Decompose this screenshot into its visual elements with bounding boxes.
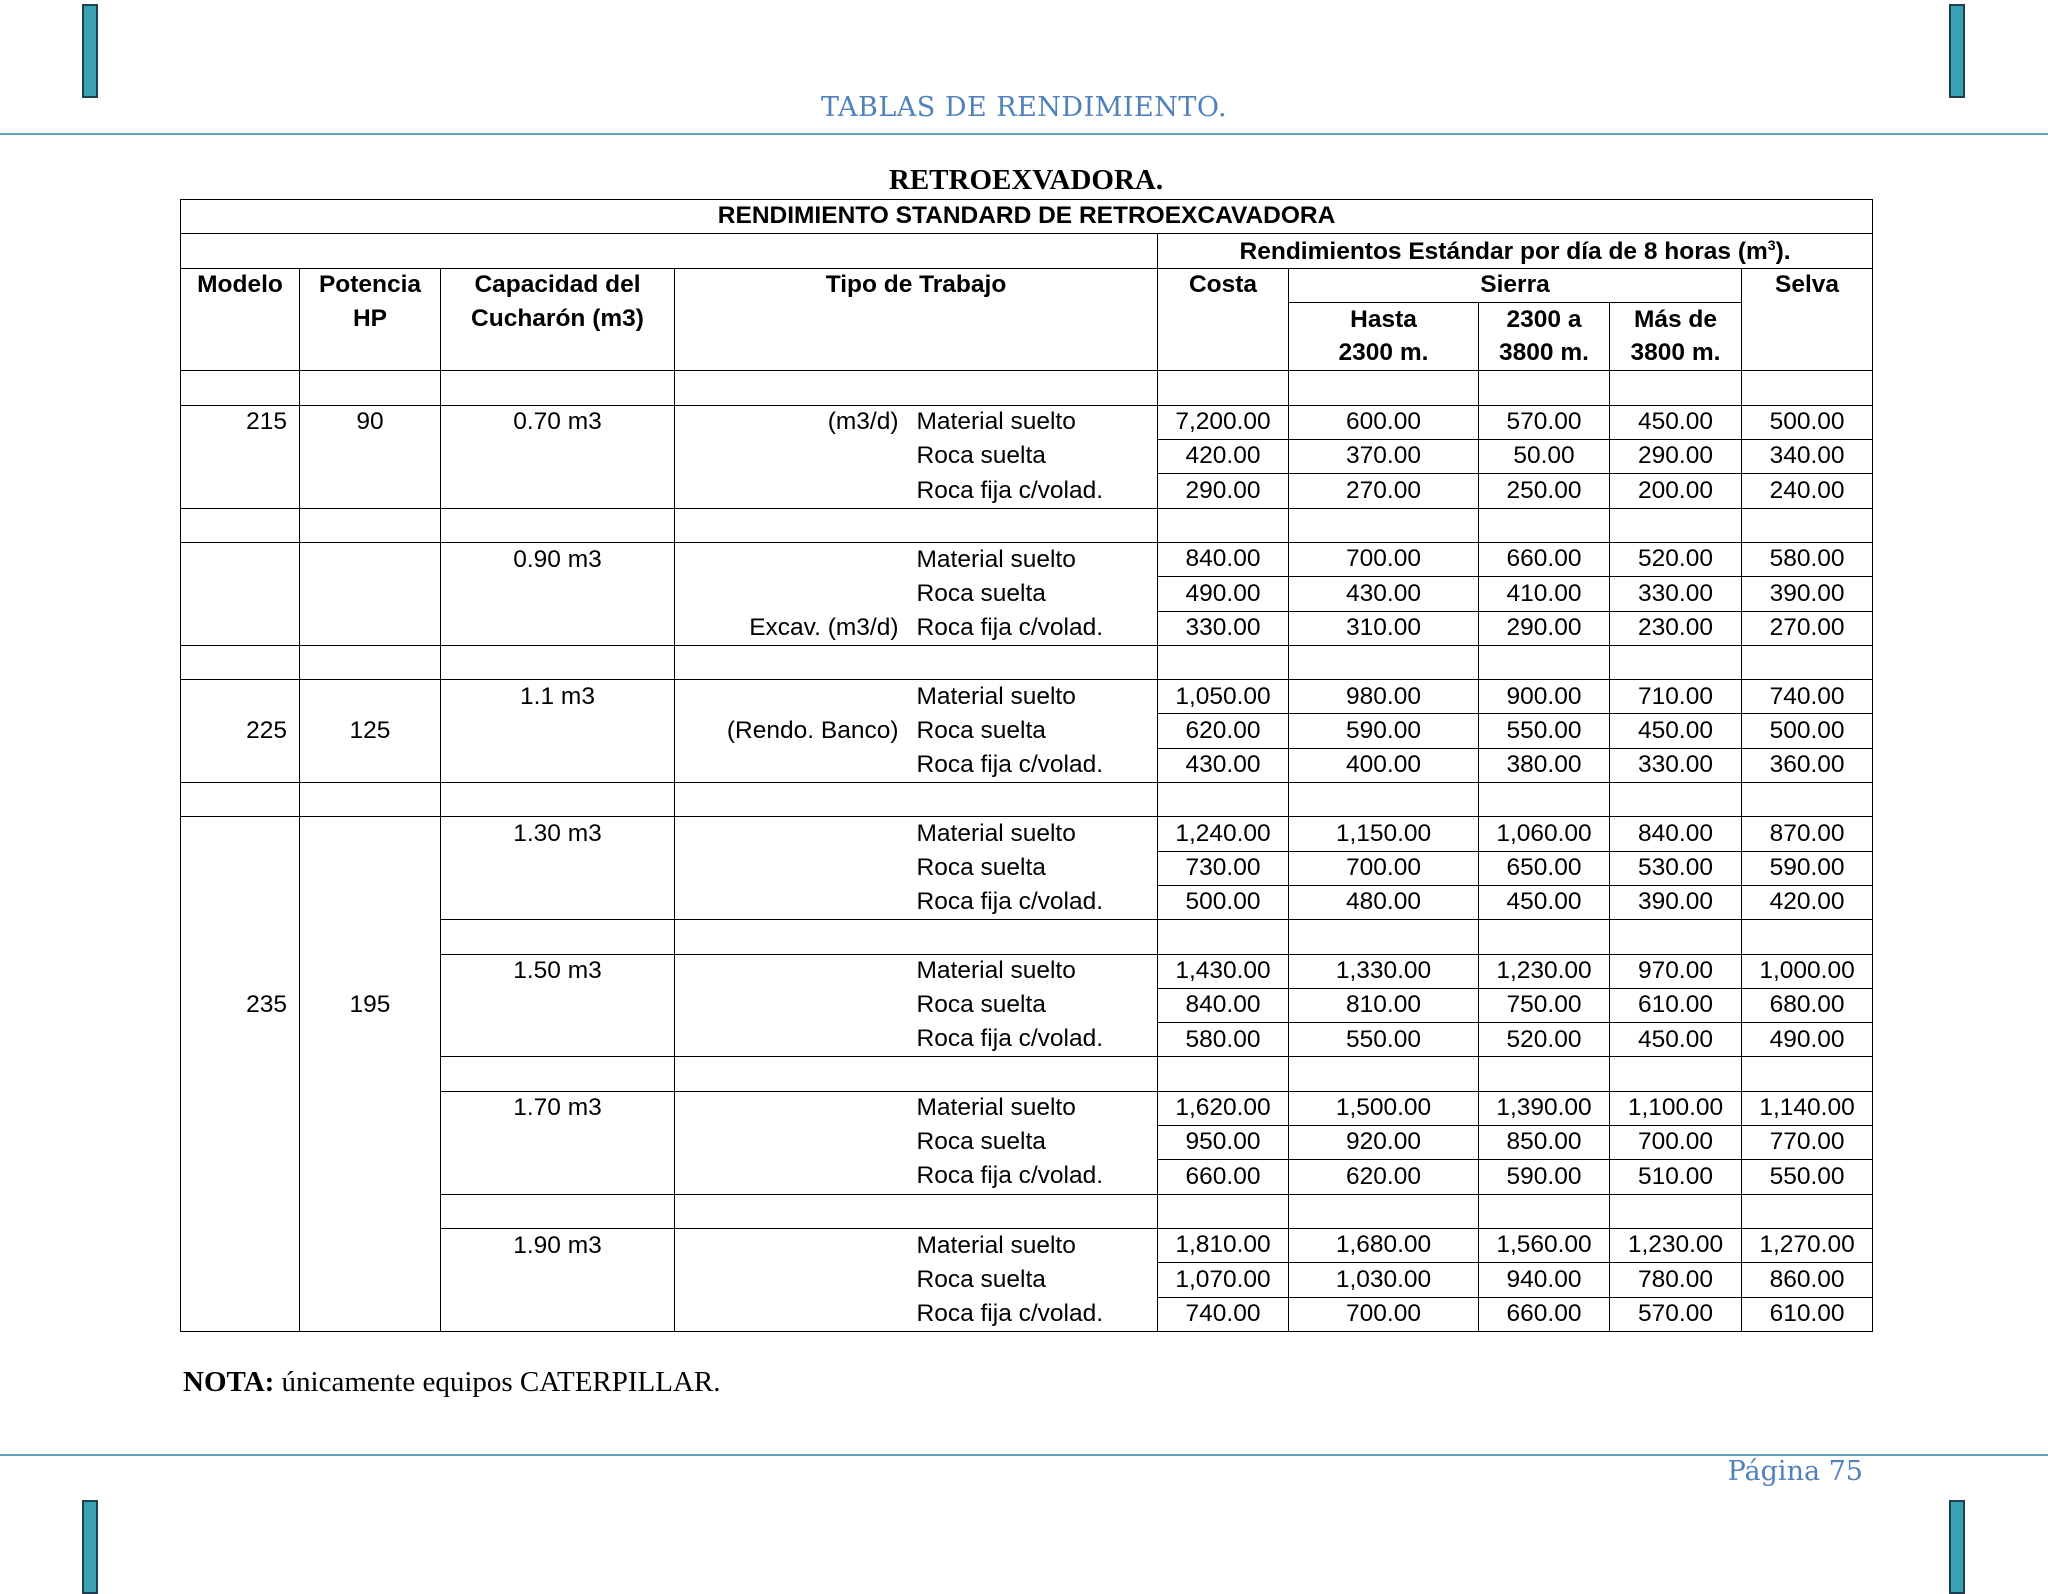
cell-value: 490.00 [1742,1023,1873,1057]
cell-unit: (Rendo. Banco) [675,714,917,748]
cell-value: 1,270.00 [1742,1228,1873,1262]
table-row [181,1297,1873,1331]
cell-material: Material suelto [917,1091,1158,1125]
cell-value: 510.00 [1610,1160,1742,1194]
header-2300-1: 2300 a [1479,302,1610,336]
cell-material: Roca suelta [917,1263,1158,1297]
cell-value: 600.00 [1289,405,1479,439]
cell-potencia [300,577,441,611]
cell-capacidad: 1.30 m3 [441,817,675,851]
cell-value: 610.00 [1610,988,1742,1022]
cell-capacidad: 0.70 m3 [441,405,675,439]
cell-modelo [181,440,300,474]
cell-capacidad: 1.70 m3 [441,1091,675,1125]
cell-modelo: 235 [181,988,300,1022]
cell-material: Roca suelta [917,1126,1158,1160]
cell-unit [675,1263,917,1297]
separator-row [181,645,1873,679]
cell-value: 530.00 [1610,851,1742,885]
cell-unit [675,851,917,885]
cell-value: 660.00 [1479,1297,1610,1331]
cell-potencia [300,1091,441,1125]
page-header-title: TABLAS DE RENDIMIENTO. [820,92,1228,123]
cell-material: Roca fija c/volad. [917,1023,1158,1057]
cell-value: 970.00 [1610,954,1742,988]
cell-capacidad: 1.1 m3 [441,680,675,714]
cell-value: 370.00 [1289,440,1479,474]
cell-value: 430.00 [1158,748,1289,782]
cell-value: 450.00 [1610,405,1742,439]
cell-value: 330.00 [1610,748,1742,782]
cell-value: 980.00 [1289,680,1479,714]
cell-unit [675,440,917,474]
cell-capacidad: 1.90 m3 [441,1228,675,1262]
cell-value: 550.00 [1289,1023,1479,1057]
cell-value: 590.00 [1479,1160,1610,1194]
cell-modelo: 225 [181,714,300,748]
cell-unit [675,885,917,919]
cell-value: 1,680.00 [1289,1228,1479,1262]
cell-potencia [300,1263,441,1297]
cell-value: 900.00 [1479,680,1610,714]
cell-value: 330.00 [1610,577,1742,611]
cell-value: 250.00 [1479,474,1610,508]
cell-value: 520.00 [1610,542,1742,576]
cell-value: 380.00 [1479,748,1610,782]
cell-unit [675,1297,917,1331]
cell-value: 1,230.00 [1610,1228,1742,1262]
cell-value: 590.00 [1742,851,1873,885]
cell-value: 1,070.00 [1158,1263,1289,1297]
cell-value: 920.00 [1289,1126,1479,1160]
cell-capacidad [441,611,675,645]
separator-row [181,783,1873,817]
cell-potencia [300,1228,441,1262]
header-hasta-1: Hasta [1289,302,1479,336]
cell-value: 810.00 [1289,988,1479,1022]
cell-value: 1,230.00 [1479,954,1610,988]
cell-capacidad: 1.50 m3 [441,954,675,988]
cell-capacidad [441,1263,675,1297]
cell-capacidad: 0.90 m3 [441,542,675,576]
cell-value: 1,620.00 [1158,1091,1289,1125]
cell-value: 1,140.00 [1742,1091,1873,1125]
cell-value: 1,100.00 [1610,1091,1742,1125]
cell-value: 730.00 [1158,851,1289,885]
cell-modelo [181,542,300,576]
cell-value: 550.00 [1479,714,1610,748]
header-mas-2: 3800 m. [1610,337,1742,371]
cell-value: 1,430.00 [1158,954,1289,988]
cell-value: 840.00 [1610,817,1742,851]
cell-unit [675,577,917,611]
cell-unit [675,680,917,714]
cell-value: 1,560.00 [1479,1228,1610,1262]
cell-value: 1,050.00 [1158,680,1289,714]
cell-value: 850.00 [1479,1126,1610,1160]
table-row [181,714,1873,748]
cell-value: 430.00 [1289,577,1479,611]
cell-value: 840.00 [1158,988,1289,1022]
cell-value: 740.00 [1158,1297,1289,1331]
cell-value: 420.00 [1158,440,1289,474]
cell-modelo: 215 [181,405,300,439]
cell-value: 840.00 [1158,542,1289,576]
cell-material: Material suelto [917,1228,1158,1262]
cell-potencia [300,1297,441,1331]
cell-material: Roca suelta [917,440,1158,474]
header-potencia-2: HP [300,302,441,336]
cell-value: 580.00 [1742,542,1873,576]
cell-material: Material suelto [917,817,1158,851]
cell-value: 950.00 [1158,1126,1289,1160]
cell-value: 700.00 [1610,1126,1742,1160]
cell-modelo [181,1228,300,1262]
separator-row [181,508,1873,542]
cell-potencia [300,954,441,988]
corner-marker-bottom-left [82,1500,98,1594]
table-row [181,542,1873,576]
cell-material: Roca fija c/volad. [917,1297,1158,1331]
header-2300-2: 3800 m. [1479,337,1610,371]
note [183,1366,721,1399]
cell-potencia [300,440,441,474]
cell-unit [675,817,917,851]
cell-value: 7,200.00 [1158,405,1289,439]
cell-value: 660.00 [1479,542,1610,576]
cell-value: 450.00 [1479,885,1610,919]
cell-modelo [181,885,300,919]
cell-modelo [181,1263,300,1297]
cell-unit [675,1126,917,1160]
group-header: Rendimientos Estándar por día de 8 horas $(m^3)$. [1158,234,1873,268]
cell-value: 360.00 [1742,748,1873,782]
cell-potencia [300,851,441,885]
cell-value: 750.00 [1479,988,1610,1022]
note-text: únicamente equipos CATERPILLAR. [274,1366,721,1398]
cell-value: 200.00 [1610,474,1742,508]
cell-value: 570.00 [1610,1297,1742,1331]
cell-value: 780.00 [1610,1263,1742,1297]
table-row [181,817,1873,851]
cell-value: 1,390.00 [1479,1091,1610,1125]
cell-potencia: 195 [300,988,441,1022]
cell-value: 650.00 [1479,851,1610,885]
cell-potencia [300,1160,441,1194]
cell-modelo [181,748,300,782]
cell-material: Roca suelta [917,988,1158,1022]
table-group-header-row [181,234,1873,268]
cell-value: 290.00 [1158,474,1289,508]
cell-value: 390.00 [1610,885,1742,919]
header-selva: Selva [1742,268,1873,302]
cell-potencia [300,1023,441,1057]
cell-value: 1,060.00 [1479,817,1610,851]
header-hasta-2: 2300 m. [1289,337,1479,371]
cell-unit [675,954,917,988]
cell-material: Material suelto [917,680,1158,714]
cell-value: 580.00 [1158,1023,1289,1057]
cell-material: Material suelto [917,954,1158,988]
header-potencia-1: Potencia [300,268,441,302]
cell-capacidad [441,440,675,474]
corner-marker-top-left [82,4,98,98]
cell-capacidad [441,577,675,611]
header-sierra: Sierra [1289,268,1742,302]
cell-value: 870.00 [1742,817,1873,851]
cell-value: 1,000.00 [1742,954,1873,988]
cell-potencia [300,885,441,919]
cell-potencia [300,474,441,508]
cell-value: 620.00 [1289,1160,1479,1194]
cell-material: Roca fija c/volad. [917,885,1158,919]
cell-value: 700.00 [1289,851,1479,885]
table-row [181,680,1873,714]
cell-unit [675,474,917,508]
cell-unit: Excav. (m3/d) [675,611,917,645]
cell-value: 340.00 [1742,440,1873,474]
cell-material: Roca suelta [917,851,1158,885]
cell-modelo [181,954,300,988]
cell-value: 490.00 [1158,577,1289,611]
cell-material: Roca fija c/volad. [917,611,1158,645]
cell-potencia [300,1126,441,1160]
cell-value: 520.00 [1479,1023,1610,1057]
header-tipo: Tipo de Trabajo [675,268,1158,302]
cell-material: Roca suelta [917,714,1158,748]
header-mas-1: Más de [1610,302,1742,336]
cell-unit [675,988,917,1022]
cell-value: 550.00 [1742,1160,1873,1194]
table-header-row-1 [181,268,1873,302]
cell-value: 940.00 [1479,1263,1610,1297]
corner-marker-bottom-right [1949,1500,1965,1594]
cell-value: 270.00 [1289,474,1479,508]
cell-modelo [181,474,300,508]
cell-unit: (m3/d) [675,405,917,439]
header-capacidad-2: Cucharón (m3) [441,302,675,336]
separator-row [181,1194,1873,1228]
header-rule [0,133,2048,135]
cell-value: 290.00 [1479,611,1610,645]
table-row [181,611,1873,645]
table-row [181,954,1873,988]
cell-capacidad [441,1126,675,1160]
cell-value: 710.00 [1610,680,1742,714]
header-capacidad-1: Capacidad del [441,268,675,302]
cell-value: 450.00 [1610,1023,1742,1057]
cell-capacidad [441,1297,675,1331]
cell-modelo [181,851,300,885]
cell-material: Roca fija c/volad. [917,474,1158,508]
cell-value: 700.00 [1289,542,1479,576]
header-costa: Costa [1158,268,1289,302]
cell-modelo [181,577,300,611]
cell-material: Material suelto [917,542,1158,576]
table-row [181,885,1873,919]
cell-value: 330.00 [1158,611,1289,645]
table-body [181,371,1873,1331]
table-header-row-3 [181,337,1873,371]
cell-value: 500.00 [1158,885,1289,919]
cell-material: Roca fija c/volad. [917,1160,1158,1194]
table-row [181,1126,1873,1160]
cell-value: 390.00 [1742,577,1873,611]
cell-modelo [181,1023,300,1057]
cell-value: 420.00 [1742,885,1873,919]
cell-value: 500.00 [1742,405,1873,439]
cell-capacidad [441,988,675,1022]
table-row [181,1228,1873,1262]
cell-potencia: 90 [300,405,441,439]
table-row [181,405,1873,439]
cell-potencia [300,611,441,645]
cell-modelo [181,1126,300,1160]
cell-unit [675,1160,917,1194]
table-row [181,988,1873,1022]
table-row [181,748,1873,782]
table-row [181,1091,1873,1125]
note-label: NOTA: [183,1366,275,1398]
table-row [181,851,1873,885]
table-caption: RENDIMIENTO STANDARD DE RETROEXCAVADORA [181,200,1873,234]
cell-value: 1,330.00 [1289,954,1479,988]
header-modelo: Modelo [181,268,300,302]
performance-table [180,199,1873,1332]
cell-unit [675,1228,917,1262]
cell-material: Roca suelta [917,577,1158,611]
table-row [181,440,1873,474]
spacer-row [181,371,1873,405]
cell-value: 570.00 [1479,405,1610,439]
cell-value: 590.00 [1289,714,1479,748]
cell-value: 610.00 [1742,1297,1873,1331]
cell-value: 290.00 [1610,440,1742,474]
table-row [181,1023,1873,1057]
cell-unit [675,1023,917,1057]
table-header-row-2 [181,302,1873,336]
cell-value: 1,240.00 [1158,817,1289,851]
cell-value: 240.00 [1742,474,1873,508]
cell-value: 1,810.00 [1158,1228,1289,1262]
cell-value: 450.00 [1610,714,1742,748]
cell-capacidad [441,474,675,508]
cell-value: 1,500.00 [1289,1091,1479,1125]
cell-value: 480.00 [1289,885,1479,919]
cell-capacidad [441,714,675,748]
cell-potencia [300,748,441,782]
page-number: Página 75 [1727,1456,1863,1487]
separator-row [181,920,1873,954]
cell-potencia: 125 [300,714,441,748]
corner-marker-top-right [1949,4,1965,98]
cell-value: 500.00 [1742,714,1873,748]
cell-unit [675,1091,917,1125]
cell-material: Roca fija c/volad. [917,748,1158,782]
cell-potencia [300,542,441,576]
table-caption-row [181,200,1873,234]
cell-value: 700.00 [1289,1297,1479,1331]
cell-value: 230.00 [1610,611,1742,645]
cell-value: 1,030.00 [1289,1263,1479,1297]
cell-modelo [181,817,300,851]
cell-value: 740.00 [1742,680,1873,714]
cell-value: 1,150.00 [1289,817,1479,851]
document-title: RETROEXVADORA. [888,164,1164,196]
cell-value: 270.00 [1742,611,1873,645]
cell-value: 680.00 [1742,988,1873,1022]
cell-unit [675,542,917,576]
cell-capacidad [441,748,675,782]
cell-material: Material suelto [917,405,1158,439]
cell-potencia [300,680,441,714]
cell-value: 50.00 [1479,440,1610,474]
cell-capacidad [441,1023,675,1057]
table-row [181,1160,1873,1194]
cell-value: 410.00 [1479,577,1610,611]
cell-modelo [181,1091,300,1125]
cell-modelo [181,611,300,645]
cell-potencia [300,817,441,851]
cell-capacidad [441,1160,675,1194]
table-row [181,474,1873,508]
cell-capacidad [441,851,675,885]
cell-capacidad [441,885,675,919]
cell-value: 620.00 [1158,714,1289,748]
cell-value: 400.00 [1289,748,1479,782]
cell-modelo [181,1297,300,1331]
cell-value: 310.00 [1289,611,1479,645]
cell-modelo [181,1160,300,1194]
separator-row [181,1057,1873,1091]
table-row [181,1263,1873,1297]
table-row [181,577,1873,611]
cell-value: 860.00 [1742,1263,1873,1297]
cell-value: 660.00 [1158,1160,1289,1194]
cell-unit [675,748,917,782]
cell-modelo [181,680,300,714]
cell-value: 770.00 [1742,1126,1873,1160]
